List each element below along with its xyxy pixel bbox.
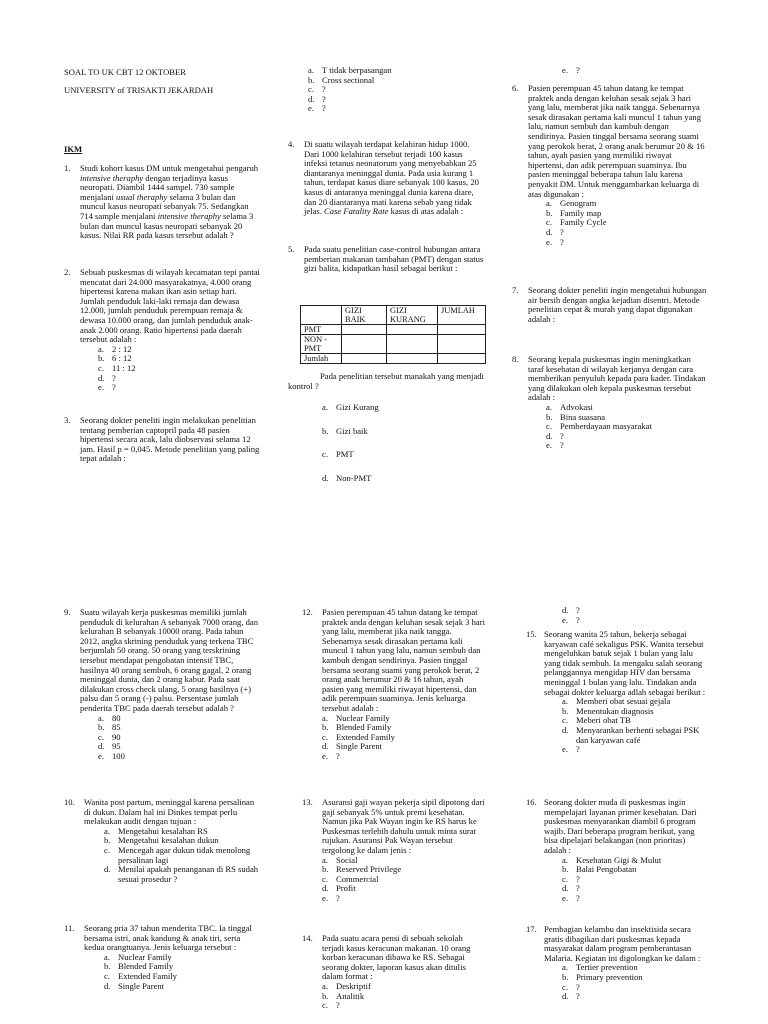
question-text: Pasien perempuan 45 tahun datang ke tempat praktek anda dengan keluhan sesak sejak 3 hari yang lalu, memberat jika naik tangga. Sebenarnya sesak dirasakan pertama kali muncul 1 tahun yang lalu, namun sembuh dan kambuh dengan sendirinya. Pasien tinggal bersama seorang suami yang perokok berat, 2 orang anak berumur 20 & 16 tahun, ayah pasien yang memiliki riwayat hipertensi, dan adik perempuan suaminya. Jenis keluarga tersebut adalah : [322,607,485,713]
option[interactable]: b. 6 : 12 [98,353,132,364]
question-8 [512,355,708,451]
option[interactable]: a. Mengetahui kesalahan RS [104,825,208,836]
question-number: 13. [302,797,313,807]
option[interactable]: e. ? [98,382,116,393]
option[interactable]: c. 11 : 12 [98,362,136,373]
option[interactable]: b. Family map [546,207,602,218]
question-number: 14. [302,933,313,943]
option[interactable]: c. Extended Family [322,731,395,742]
section-heading: IKM [64,144,83,154]
table-cell [342,325,387,335]
option[interactable]: a. Gizi Kurang [322,402,379,412]
table-header-cell [301,306,342,325]
option[interactable]: a. Nuclear Family [104,951,172,962]
table-cell: Jumlah [301,354,342,364]
option[interactable]: e. ? [308,103,326,114]
option[interactable]: b. Cross sectional [308,74,375,85]
question-3-options [288,66,478,114]
options-list [308,66,478,114]
doc-title-line2: UNIVERSITY of TRISAKTI JEKARDAH [64,85,214,95]
question-number: 17. [526,924,537,934]
table-cell [438,335,486,354]
option[interactable]: e. ? [322,750,340,761]
question-text: Seorang wanita 25 tahun, bekerja sebagai karyawan café sekaligus PSK. Wanita tersebut mengeluhkan batuk sejak 1 bulan yang lalu yang tidak sembuh. Ia mengaku salah seorang pelanggannya mengidap HIV dan bersama meninggal 1 bulan yang lalu. Tindakan anda sebagai dokter keluarga adlah sebagai berikut : [544,629,706,697]
question-5 [288,245,484,274]
question-4 [288,140,484,217]
question-text: Pada suatu acara pensi di sebuah sekolah terjadi kasus keracunan makanan. 10 orang korban keracunan dibawa ke RS. Sebagai seorang dokter, laporan kasus akan ditulis dalam format : [322,933,471,982]
table-cell: NON - PMT [301,335,342,354]
option[interactable]: d. Menyarankan berhenti sebagai PSK dan karyawan café [562,724,700,745]
question-9 [64,608,260,762]
question-text: Sebuah puskesmas di wilayah kecamatan tepi pantai mencatat dari 24.000 masyarakatnya, 4.000 orang hipertensi karena makan ikan asin setiap hari. Jumlah penduduk laki-laki remaja dan dewasa 12.000, jumlah penduduk perempuan remaja & dewasa 10.000 orang, dan jumlah penduduk anak-anak 2.000 orang. Ratio hipertensi pada daerah tersebut adalah : [80,267,260,345]
option[interactable]: d. ? [546,226,564,237]
question-17 [526,925,708,1002]
question-number: 8. [512,354,519,364]
option[interactable]: b. Analitik [322,990,365,1001]
options-list [98,345,260,393]
option[interactable]: c. Meberi obat TB [562,715,631,726]
option[interactable]: c. ? [308,84,326,95]
question-number: 7. [512,285,519,295]
option[interactable]: a. Advokasi [546,401,593,412]
question-number: 3. [64,415,71,425]
options-list [562,606,580,625]
option[interactable]: b. Reserved Privilege [322,864,402,875]
option[interactable]: c. 90 [98,731,121,742]
option[interactable]: a. Deskriptif [322,980,371,991]
option[interactable]: d. Non-PMT [322,472,372,483]
option[interactable]: d. Single Parent [104,980,165,991]
question-number: 15. [526,629,537,639]
question-text: Asuransi gaji wayan pekerja sipil dipotong dari gaji sebanyak 5% untuk premi kesehatan. Namun jika Pak Wayan ingin ke RS harus ke Puskesmas terlebih dahulu untuk minta surat rujukan. Asuransi Pak Wayan tersebut tergolong ke dalam jenis : [322,797,485,855]
options-list [562,697,708,755]
option[interactable]: d. Menilai apakah penanganan di RS sudah sesuai prosedur ? [104,864,259,884]
options-list [322,403,379,497]
option[interactable]: c. ? [562,981,580,992]
option[interactable]: d. ? [98,372,116,383]
options-list [562,66,580,76]
option[interactable]: d. ? [308,93,326,104]
table-cell [387,335,438,354]
option[interactable]: c. Commercial [322,873,379,884]
option[interactable]: b. Menentukan diagnosis [562,705,654,716]
option[interactable]: d. ? [562,605,580,615]
question-15 [526,630,708,755]
table-cell [342,335,387,354]
option[interactable]: b. Gizi baik [322,425,368,436]
question-2 [64,268,260,393]
options-list [322,714,486,762]
question-text: Seorang kepala puskesmas ingin meningkatkan taraf kesehatan di wilayah kerjanya dengan cara memberikan penyuluh kepada para kader. Tindakan yang dilakukan oleh kepala puskesmas tersebut adalah : [528,354,706,403]
table-cell [387,325,438,335]
option[interactable]: d. ? [562,883,580,894]
table-cell [438,325,486,335]
question-number: 11. [64,923,75,933]
question-text: Seorang dokter muda di puskesmas ingin mempelajari layanan primer kesehatan. Dari puskesmas menyarankan diambil 6 program wajib. Dari beberapa program berikut, yang bisa dipelajari belakangan (non prioritas) adalah : [544,797,697,855]
option[interactable]: d. Profit [322,883,356,894]
question-1 [64,164,260,241]
options-list [104,953,260,991]
option[interactable]: a. Kesehatan Gigi & Mulut [562,854,662,865]
question-number: 12. [302,607,313,617]
option[interactable]: b. Bina suasana [546,411,606,422]
question-10 [64,798,260,884]
option[interactable]: d. Single Parent [322,741,383,752]
question-text: Pada suatu penelitian case-control hubungan antara pemberian makanan tambahan (PMT) dengan status gizi balita, kidapatkan hasil sebagai berikut : [304,244,484,274]
options-list [546,403,708,451]
option[interactable]: a. T tidak berpasangan [308,65,392,75]
option[interactable]: d. ? [546,430,564,441]
table-header-row [301,306,486,325]
option[interactable]: a. Nuclear Family [322,712,390,723]
option[interactable]: c. Mencegah agar dukun tidak menolong persalinan lagi [104,844,251,865]
table-header-cell: GIZI BAIK [342,306,387,325]
option[interactable]: c. PMT [322,449,354,460]
option[interactable]: e. ? [546,440,564,451]
question-14 [302,934,486,1011]
option[interactable]: a. 2 : 12 [98,343,132,354]
table-header-cell: GIZI KURANG [387,306,438,325]
option[interactable]: b. Primary prevention [562,971,643,982]
question-5-prompt: Pada penelitian tersebut manakah yang menjadi kontrol ? [288,371,484,391]
options-list [562,856,708,904]
question-number: 2. [64,267,71,277]
option[interactable]: c. Family Cycle [546,217,607,228]
table-row [301,335,486,354]
option[interactable]: a. 80 [98,712,121,723]
option[interactable]: e. ? [562,744,580,755]
options-list [546,199,708,247]
question-7 [512,286,708,324]
question-number: 4. [288,139,295,149]
table-cell [342,354,387,364]
options-list [322,856,486,904]
option[interactable]: c. Pemberdayaan masyarakat [546,421,652,432]
table-cell: PMT [301,325,342,335]
question-text: Pembagian kelambu dan insektisida secara gratis dibagikan dari puskesmas kepada masyarakat dalam program pemberantasan Malaria. Kegiatan ini digolongkan ke dalam : [544,924,701,963]
option[interactable]: a. Genogram [546,198,597,209]
question-text: Seorang dokter peneliti ingin mengetahui hubungan air bersih dengan angka kejadian disentri. Metode penelitian cepat & murah yang dapat digunakan adalah : [528,285,707,324]
option[interactable]: b. Blended Family [104,961,174,972]
option[interactable]: c. Extended Family [104,970,177,981]
option[interactable]: a. Memberi obat sesuai gejala [562,696,671,707]
option[interactable]: e. ? [546,236,564,247]
option[interactable]: c. ? [562,873,580,884]
question-number: 9. [64,607,71,617]
question-3 [64,416,260,464]
table-header-cell: JUMLAH [438,306,486,325]
question-number: 1. [64,163,71,173]
question-text: Seorang dokter peneliti ingin melakukan penelitian tentang pemberian captopril pada 48 pasien hipertensi secara acak, lalu diobservasi selama 12 jam. Hasil p = 0,045. Metode penelitian yang paling tepat adalah : [80,415,260,464]
option[interactable]: e. 100 [98,750,125,761]
question-16 [526,798,708,904]
question-number: 5. [288,244,295,254]
question-text: Suatu wilayah kerja puskesmas memiliki jumlah penduduk di kelurahan A sebanyak 7000 orang, dan kelurahan B sebanyak 10000 orang. Pada tahun 2012, angka skrining penduduk yang terkena TBC berjumlah 50 orang. 50 orang yang terskrining tersebut mendapat pengobatan intensif TBC, hasilnya 40 orang sembuh, 6 orang gagal, 2 orang meninggal dunia, dan 2 orang kabur. Pada saat dilakukan cross check ulang, 5 orang hasilnya (+) palsu dan 5 orang (-) palsu. Persentase jumlah penderita TBC pada daerah tersebut adalah ? [80,607,259,713]
option[interactable]: a. Tertier prevention [562,962,638,973]
option[interactable]: e. ? [562,892,580,903]
option[interactable]: b. Balai Pengobatan [562,864,637,875]
option[interactable]: d. ? [562,991,580,1002]
question-text: Studi kohort kasus DM untuk mengetahui pengaruh intensive theraphy dengan terjadinya kasus neuropati. Diambil 1444 sampel. 730 sample menjalani usual theraphy selama 3 bulan dan muncul kasus neuropati sebanyak 75. Sedangkan 714 sample menjalani intensive theraphy selama 3 bulan dan muncul kasus neuropati sebanyak 20 kasus. Nilai RR pada kasus tersebut adalah ? [80,163,259,241]
option[interactable]: d. 95 [98,741,121,752]
question-number: 10. [64,797,75,807]
option[interactable]: b. 85 [98,722,121,733]
table-row [301,354,486,364]
pmt-table [300,305,486,364]
option[interactable]: a. Social [322,854,358,865]
question-11 [64,924,260,991]
option[interactable]: e. ? [562,65,580,75]
question-text: Seorang pria 37 tahun menderita TBC. Ia tinggal bersama istri, anak kandung & anak tiri, serta kedua orangtuanya. Jenis keluarga tersebut : [84,923,252,953]
question-text: Pasien perempuan 45 tahun datang ke tempat praktek anda dengan keluhan sesak sejak 3 hari yang lalu, memberat jika naik tangga. Sebenarnya sesak dirasakan pertama kali muncul 1 tahun yang lalu, namun sembuh dan kambuh dengan sendirinya. Pasien tinggal bersama seorang suami yang perokok berat, 2 orang anak berumur 20 & 16 tahun, ayah pasien yang memiliki riwayat hipertensi, dan adik perempuan suaminya. Ibu pasien meninggal beberapa tahun lalu karena penyakit DM. Untuk menggambarkan keluarga di atas digunakan : [528,83,705,199]
question-text: Di suatu wilayah terdapat kelahiran hidup 1000. Dari 1000 kelahiran tersebut terjadi 100 kasus infeksi tetanus neonatorum yang menyebabkan 25 diantaranya meninggal dunia. Pada usia kurang 1 tahun, terdapat kasus diare sebanyak 100 kasus, 20 kasus di antaranya meninggal dunia karena diare, dan 20 diantaranya mati karena sebab yang tidak jelas. Case Fatality Rate kasus di atas adalah : [304,139,479,217]
option[interactable]: c. ? [322,1000,340,1011]
question-text: Wanita post partum, meninggal karena persalinan di dukun. Dalam hal ini Dinkes tempat perlu melakukan audit dengan tujuan : [84,797,255,827]
question-number: 6. [512,83,519,93]
options-list [104,827,260,885]
table-cell [387,354,438,364]
options-list [98,714,260,762]
option[interactable]: e. ? [562,614,580,625]
question-6 [512,84,708,247]
option[interactable]: b. Blended Family [322,722,392,733]
table-cell [438,354,486,364]
question-12 [302,608,486,762]
option[interactable]: e. ? [322,892,340,903]
question-number: 16. [526,797,537,807]
table-row [301,325,486,335]
option[interactable]: b. Mengetahui kesalahan dukun [104,835,219,846]
options-list [322,982,486,1011]
doc-title-line1: SOAL TO UK CBT 12 OKTOBER [64,67,186,77]
question-13 [302,798,486,904]
options-list [562,963,708,1001]
